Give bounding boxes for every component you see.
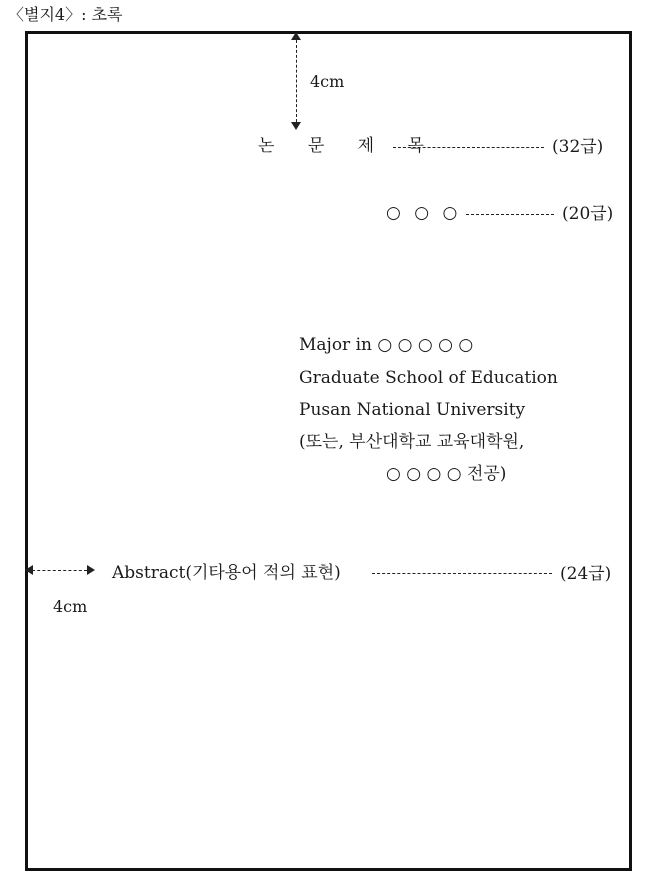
arrow-right-icon <box>87 565 95 575</box>
arrow-up-icon <box>291 32 301 40</box>
title-font-size-label: (32급) <box>552 137 604 157</box>
affiliation-university-line: Pusan National University <box>299 400 526 420</box>
top-margin-dashed-line <box>296 40 297 122</box>
top-margin-label: 4cm <box>310 72 345 91</box>
left-margin-dashed-line <box>32 570 87 571</box>
author-font-size-label: (20급) <box>562 204 614 224</box>
arrow-down-icon <box>291 122 301 130</box>
thesis-title-placeholder: 논 문 제 목 <box>258 136 438 156</box>
affiliation-school-line: Graduate School of Education <box>299 368 558 388</box>
affiliation-korean-line: (또는, 부산대학교 교육대학원, <box>299 432 525 452</box>
title-leader-line <box>393 147 544 148</box>
affiliation-major-korean-line: ○ ○ ○ ○ 전공) <box>386 464 507 484</box>
left-margin-label: 4cm <box>53 597 88 616</box>
abstract-heading: Abstract(기타용어 적의 표현) <box>112 563 341 583</box>
author-name-placeholder: ○ ○ ○ <box>386 203 462 223</box>
form-header: 〈별지4〉: 초록 <box>8 5 123 24</box>
abstract-font-size-label: (24급) <box>560 564 612 584</box>
affiliation-major-line: Major in ○ ○ ○ ○ ○ <box>299 335 474 355</box>
author-leader-line <box>466 214 554 215</box>
abstract-leader-line <box>372 573 552 574</box>
